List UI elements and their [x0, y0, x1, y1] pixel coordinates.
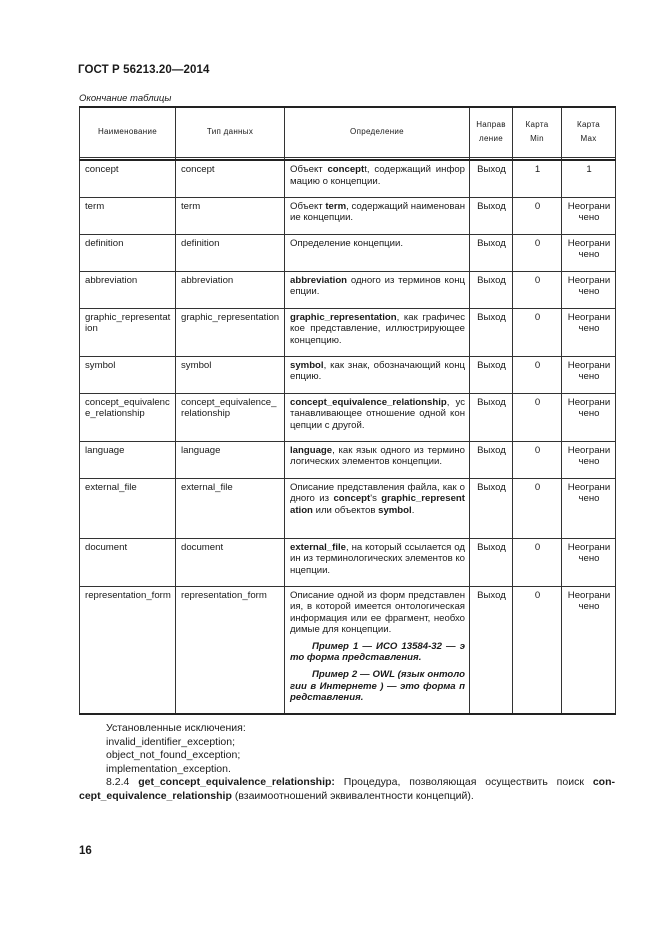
cell-definition: [285, 308, 470, 356]
cell-direction: Выход: [470, 308, 513, 356]
cell-type: external_file: [176, 478, 285, 538]
table-row: [80, 356, 616, 393]
cell-definition: [285, 478, 470, 538]
definition-text: concept_equivalence_relationship, устанавливающее отношение одной концепции с другой.: [290, 396, 465, 431]
definition-example: Пример 1 — ИСО 13584-32 — это форма представления.: [290, 640, 465, 664]
cell-type: representation_form: [176, 586, 285, 714]
table-row: [80, 160, 616, 197]
table-row: [80, 586, 616, 714]
definition-text: Описание представления файла, как одного из concept's graphic_representation или объектов symbol.: [290, 481, 465, 516]
cell-max: Неограничено: [562, 356, 616, 393]
cell-direction: Выход: [470, 271, 513, 308]
col-header-definition: Определение: [285, 107, 470, 157]
definition-text: Определение концепции.: [290, 237, 404, 249]
cell-min: 0: [513, 441, 562, 478]
col-header-direction: Направ ление: [470, 107, 513, 157]
cell-min: 0: [513, 234, 562, 271]
table-row: [80, 308, 616, 356]
col-header-type: Тип данных: [176, 107, 285, 157]
cell-type: concept: [176, 160, 285, 197]
cell-type: definition: [176, 234, 285, 271]
cell-min: 0: [513, 586, 562, 714]
cell-min: 0: [513, 356, 562, 393]
exception-item: invalid_identifier_exception;: [106, 735, 235, 748]
cell-type: document: [176, 538, 285, 586]
cell-direction: Выход: [470, 478, 513, 538]
cell-max: Неограничено: [562, 308, 616, 356]
cell-name: concept_equivalence_relationship: [80, 393, 176, 441]
definition-text: symbol, как знак, обозначающий концепцию.: [290, 359, 465, 383]
cell-min: 1: [513, 160, 562, 197]
cell-max: Неограничено: [562, 393, 616, 441]
table-row: [80, 271, 616, 308]
definition-text: Объект term, содержащий наименование концепции.: [290, 200, 465, 224]
table-caption: Окончание таблицы: [79, 93, 172, 104]
cell-name: concept: [80, 160, 176, 197]
cell-definition: [285, 271, 470, 308]
table-header-row: [80, 107, 616, 157]
cell-direction: Выход: [470, 197, 513, 234]
cell-name: graphic_representation: [80, 308, 176, 356]
cell-type: symbol: [176, 356, 285, 393]
cell-definition: [285, 586, 470, 714]
cell-name: abbreviation: [80, 271, 176, 308]
cell-definition: [285, 538, 470, 586]
definition-text: Описание одной из форм представления, в которой имеется онтологическая информация или ее фрагмент, необходимые для концепции.: [290, 589, 465, 636]
cell-max: Неограничено: [562, 538, 616, 586]
exception-item: object_not_found_exception;: [106, 749, 241, 762]
table-row: [80, 478, 616, 538]
cell-name: language: [80, 441, 176, 478]
exceptions-intro: Установленные исключения:: [106, 722, 246, 734]
attributes-table: [79, 106, 616, 715]
cell-direction: Выход: [470, 393, 513, 441]
definition-example: Пример 2 — OWL (язык онтологии в Интернете ) — это форма представления.: [290, 669, 465, 704]
cell-max: Неограничено: [562, 271, 616, 308]
cell-name: external_file: [80, 478, 176, 538]
cell-definition: [285, 234, 470, 271]
cell-definition: [285, 160, 470, 197]
exception-item: implementation_exception.: [106, 762, 231, 775]
cell-min: 0: [513, 478, 562, 538]
table-body: [80, 160, 616, 714]
col-header-name: Наименование: [80, 107, 176, 157]
cell-min: 0: [513, 308, 562, 356]
col-header-min: Карта Min: [513, 107, 562, 157]
cell-name: term: [80, 197, 176, 234]
cell-max: Неограничено: [562, 586, 616, 714]
cell-min: 0: [513, 197, 562, 234]
cell-max: Неограничено: [562, 478, 616, 538]
table-row: [80, 441, 616, 478]
table-row: [80, 197, 616, 234]
definition-text: language, как язык одного из терминологических элементов концепции.: [290, 444, 465, 468]
definition-text: external_file, на который ссылается один из терминологических элементов концепции.: [290, 541, 466, 576]
cell-min: 0: [513, 271, 562, 308]
cell-direction: Выход: [470, 160, 513, 197]
cell-direction: Выход: [470, 441, 513, 478]
table-row: [80, 393, 616, 441]
cell-name: definition: [80, 234, 176, 271]
cell-name: representation_form: [80, 586, 176, 714]
cell-direction: Выход: [470, 356, 513, 393]
cell-direction: Выход: [470, 234, 513, 271]
cell-type: graphic_representation: [176, 308, 285, 356]
cell-type: language: [176, 441, 285, 478]
col-header-max: Карта Max: [562, 107, 616, 157]
cell-direction: Выход: [470, 538, 513, 586]
definition-text: abbreviation одного из терминов концепции.: [290, 274, 465, 298]
cell-max: 1: [562, 160, 616, 197]
cell-name: symbol: [80, 356, 176, 393]
document-header: ГОСТ Р 56213.20—2014: [78, 64, 210, 76]
cell-type: abbreviation: [176, 271, 285, 308]
cell-direction: Выход: [470, 586, 513, 714]
cell-max: Неограничено: [562, 197, 616, 234]
page-number: 16: [79, 845, 92, 857]
cell-definition: [285, 197, 470, 234]
cell-name: document: [80, 538, 176, 586]
cell-definition: [285, 393, 470, 441]
cell-type: term: [176, 197, 285, 234]
definition-text: Объект conceptt, содержащий информацию о концепции.: [290, 164, 466, 187]
cell-definition: [285, 356, 470, 393]
cell-max: Неограничено: [562, 441, 616, 478]
cell-min: 0: [513, 538, 562, 586]
definition-text: graphic_representation, как графическое представление, иллюстрирующее концепцию.: [290, 311, 465, 346]
section-paragraph: 8.2.4 get_concept_equivalence_relationship: Процедура, позволяющая осуществить поиск concept_equivalence_relationship (взаимоотношений эквивалентности концепций).: [79, 776, 615, 802]
table-row: [80, 538, 616, 586]
exceptions-section: [79, 722, 615, 804]
cell-min: 0: [513, 393, 562, 441]
cell-definition: [285, 441, 470, 478]
table-row: [80, 234, 616, 271]
cell-max: Неограничено: [562, 234, 616, 271]
cell-type: concept_equivalence_ relationship: [176, 393, 285, 441]
